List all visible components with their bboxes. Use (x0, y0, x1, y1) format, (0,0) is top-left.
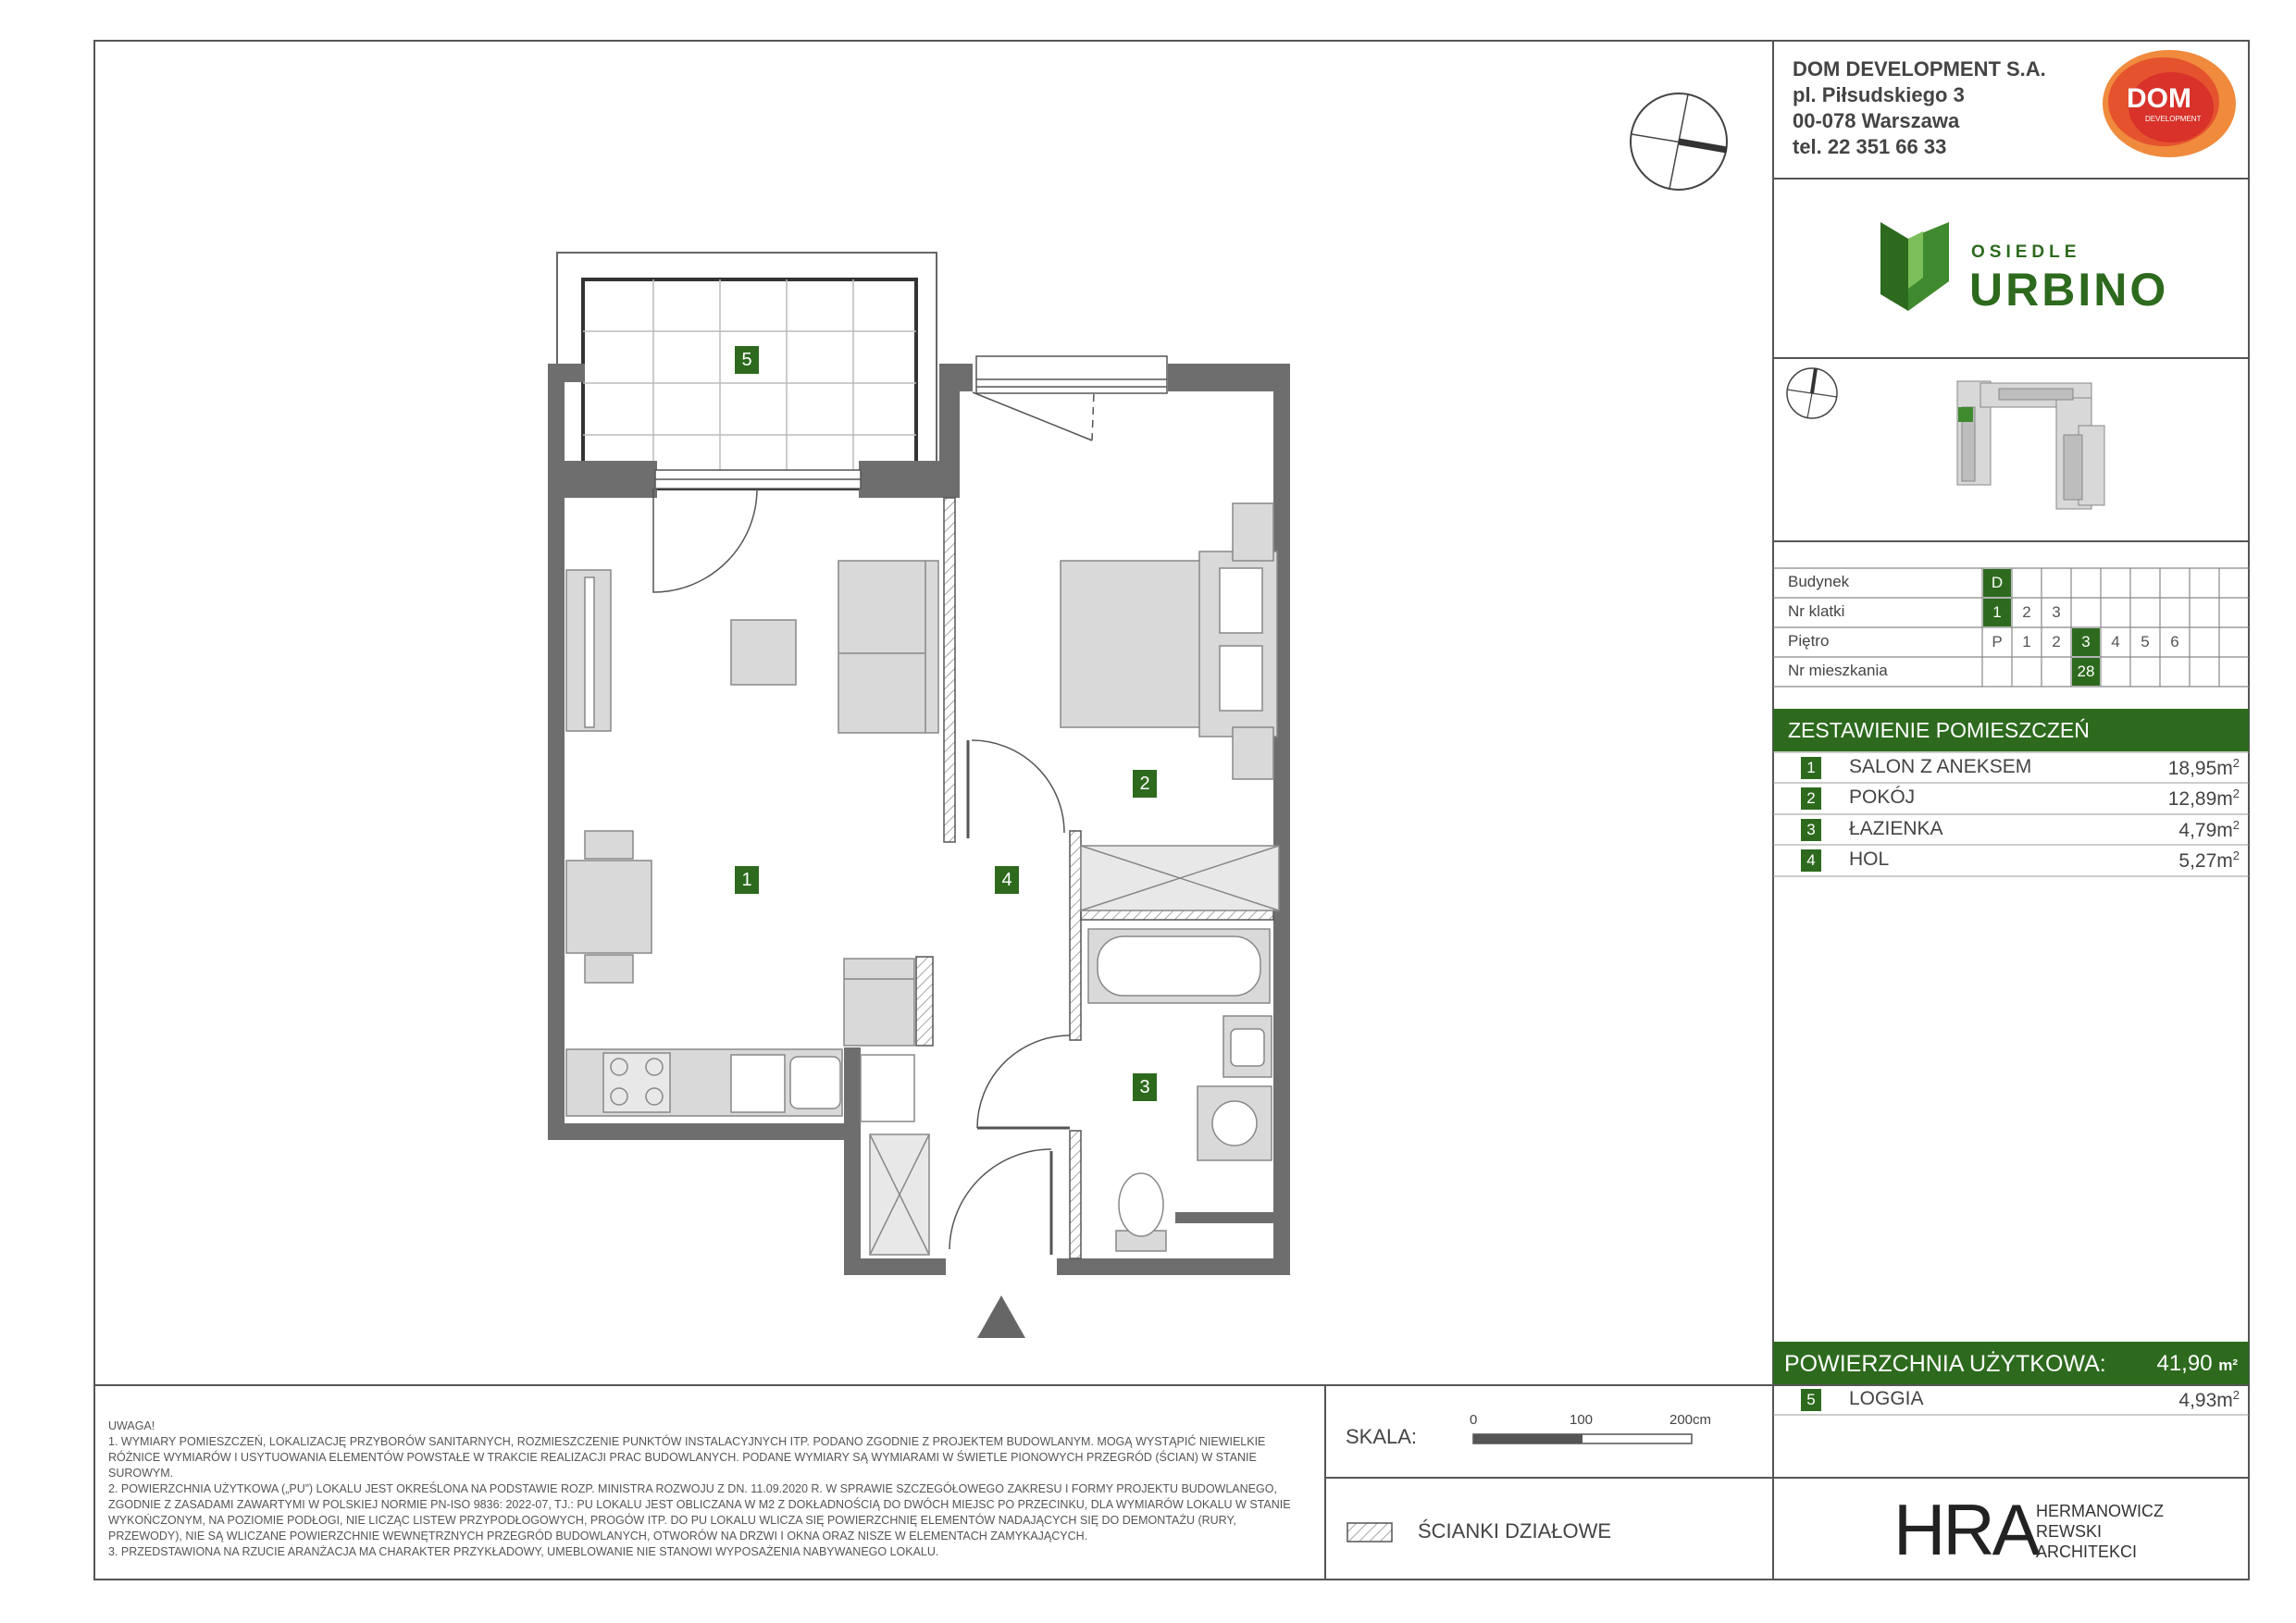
plan-label-lazienka: 3 (1133, 1073, 1157, 1101)
floor-5: 5 (2141, 633, 2150, 650)
room-area: $5,27m^2$ (2178, 849, 2240, 872)
note-1: 1. WYMIARY POMIESZCZEŃ, LOKALIZACJĘ PRZYBORÓW SANITARNYCH, ROZMIESZCZENIE PUNKTÓW INSTALACYJNYCH ITP. PODANO ZGODNIE Z PROJEKTEM BUDOWLANYM. MOGĄ WYSTĄPIĆ NIEWIELKIE RÓŻNICE WYMIARÓW I USYTUOWANIA ELEMENTÓW POWSTAŁE W TRAKCIE REALIZACJI PRAC BUDOWLANYCH. PODANE WYMIARY SĄ WYMIARAMI W ŚWIETLE PIONOWYCH PRZEGRÓD (ŚCIAN) W STANIE SUROWYM. (108, 1435, 1266, 1480)
room-row (1773, 814, 2249, 845)
building-value: D (1983, 569, 2011, 597)
coffee-table (731, 620, 796, 685)
stair-label: Nr klatki (1788, 602, 1845, 620)
scale-label: SKALA: (1346, 1425, 1418, 1448)
disclaimer-notes (108, 1419, 1297, 1560)
note-3: 3. PRZEDSTAWIONA NA RZUCIE ARANŻACJA MA CHARAKTER PRZYKŁADOWY, UMEBLOWANIE NIE STANOWI WYPOSAŻENIA NABYWANEGO LOKALU. (108, 1545, 939, 1558)
room-name: HOL (1849, 849, 1890, 870)
nightstand (1233, 727, 1273, 779)
usable-area-label: POWIERZCHNIA UŻYTKOWA: (1784, 1351, 2106, 1377)
scale-tick-200: 200cm (1669, 1412, 1712, 1428)
room-row (1773, 783, 2249, 813)
stair-2: 2 (2022, 603, 2031, 621)
notes-title: UWAGA! (108, 1419, 155, 1432)
room-number: 1 (1801, 757, 1821, 779)
scale-bar (1473, 1434, 1692, 1443)
legend-label: ŚCIANKI DZIAŁOWE (1418, 1519, 1612, 1542)
architect-name: HERMANOWICZ REWSKI ARCHITEKCI (2036, 1502, 2164, 1561)
urbino-logo-mark (1880, 222, 1949, 311)
dishwasher (731, 1055, 785, 1112)
rooms-title: ZESTAWIENIE POMIESZCZEŃ (1788, 718, 2090, 742)
floor-2: 2 (2052, 633, 2061, 650)
stair-1: 1 (1983, 599, 2011, 626)
entrance-marker (977, 1295, 1025, 1338)
floor-p: P (1992, 633, 2003, 650)
kitchen-sink (790, 1057, 840, 1109)
dom-logo-text: DOM (2127, 83, 2191, 114)
sofa (838, 561, 938, 733)
building-label: Budynek (1788, 573, 1850, 590)
plan-label-pokoj: 2 (1133, 770, 1157, 798)
loggia-tiles (583, 279, 916, 489)
floor-plan (548, 253, 1290, 1338)
legend-hatch-icon (1347, 1523, 1392, 1542)
fridge (844, 959, 914, 1046)
dining-table (566, 861, 652, 953)
floor-3: 3 (2072, 628, 2100, 656)
room-number: 2 (1801, 787, 1821, 810)
usable-area-value: 41,90 m² (2156, 1351, 2238, 1376)
plan-label-loggia: 5 (735, 346, 759, 374)
nightstand (1233, 503, 1273, 561)
site-plan-highlight (1958, 407, 1973, 422)
floor-4: 4 (2111, 633, 2120, 650)
scale-tick-0: 0 (1470, 1412, 1478, 1428)
project-name-big: URBINO (1969, 264, 2169, 316)
room-row (1773, 845, 2249, 875)
company-name: DOM DEVELOPMENT S.A. (1793, 57, 2046, 81)
floor-1: 1 (2022, 633, 2031, 650)
floor-label: Piętro (1788, 632, 1830, 650)
note-2: 2. POWIERZCHNIA UŻYTKOWA („PU”) LOKALU JEST OKREŚLONA NA PODSTAWIE ROZP. MINISTRA ROZWOJU Z DN. 11.09.2020 R. W SPRAWIE SZCZEGÓŁOWEGO ZAKRESU I FORMY PROJEKTU BUDOWLANEGO, ZGODNIE Z ZASADAMI ZAWARTYMI W POLSKIEJ NORMIE PN-ISO 9836: 2022-07, TJ.: PU LOKALU JEST OBLICZANA W M2 Z DOKŁADNOŚCIĄ DO DWÓCH MIEJSC PO PRZECINKU, DLA WYMIARÓW LOKALU W STANIE WYKOŃCZONYM, NA POZIOMIE PODŁOGI, NIE LICZĄC LISTEW PRZYPODŁOGOWYCH, PROGÓW ITP. DO PU LOKALU WLICZA SIĘ POWIERZCHNIĘ ELEMENTÓW NADAJĄCYCH SIĘ DO DEMONTAŻU (RURY, PRZEWODY), NIE SĄ WLICZANE POWIERZCHNIE WEWNĘTRZNYCH PRZEGRÓD BUDOWLANYCH, OTWORÓW NA DRZWI I OKNA ORAZ NISZE W ELEMENTACH ZAMYKAJĄCYCH. (108, 1482, 1291, 1542)
rooms-title-band (1773, 709, 2249, 751)
company-address-2: 00-078 Warszawa (1793, 109, 1960, 132)
floor-6: 6 (2170, 633, 2179, 650)
project-name-small: OSIEDLE (1971, 242, 2081, 262)
stair-3: 3 (2052, 603, 2061, 621)
toilet-bowl (1119, 1173, 1163, 1236)
room-row (1773, 752, 2249, 783)
room-number: 4 (1801, 849, 1821, 872)
room-area: $18,95m^2$ (2167, 756, 2240, 779)
loggia-number: 5 (1801, 1389, 1821, 1411)
site-plan-thumbnail (1957, 381, 2104, 509)
room-number: 3 (1801, 819, 1821, 841)
room-area: $4,79m^2$ (2178, 818, 2240, 841)
chair (585, 831, 633, 859)
room-name: ŁAZIENKA (1849, 818, 1943, 839)
loggia-area: $4,93m^2$ (2178, 1388, 2240, 1411)
room-name: POKÓJ (1849, 787, 1916, 808)
company-address-1: pl. Piłsudskiego 3 (1793, 83, 1965, 106)
plan-label-salon: 1 (735, 866, 759, 894)
dom-logo-subtext: DEVELOPMENT (2145, 115, 2202, 123)
company-phone: tel. 22 351 66 33 (1793, 135, 1947, 158)
room-name: SALON Z ANEKSEM (1849, 756, 2032, 777)
usable-area-band (1773, 1342, 2249, 1384)
architect-mark: HRA (1893, 1489, 2038, 1570)
compass-icon (1631, 93, 1727, 190)
furniture (566, 503, 1279, 1255)
loggia-row (1773, 1385, 2249, 1415)
apartment-label: Nr mieszkania (1788, 662, 1888, 679)
plan-label-hol: 4 (995, 866, 1019, 894)
loggia-name: LOGGIA (1849, 1388, 1924, 1409)
apartment-value: 28 (2072, 658, 2100, 686)
room-area: $12,89m^2$ (2167, 787, 2240, 810)
mini-compass-icon (1787, 368, 1837, 418)
scale-tick-100: 100 (1570, 1412, 1594, 1428)
chair (585, 955, 633, 983)
